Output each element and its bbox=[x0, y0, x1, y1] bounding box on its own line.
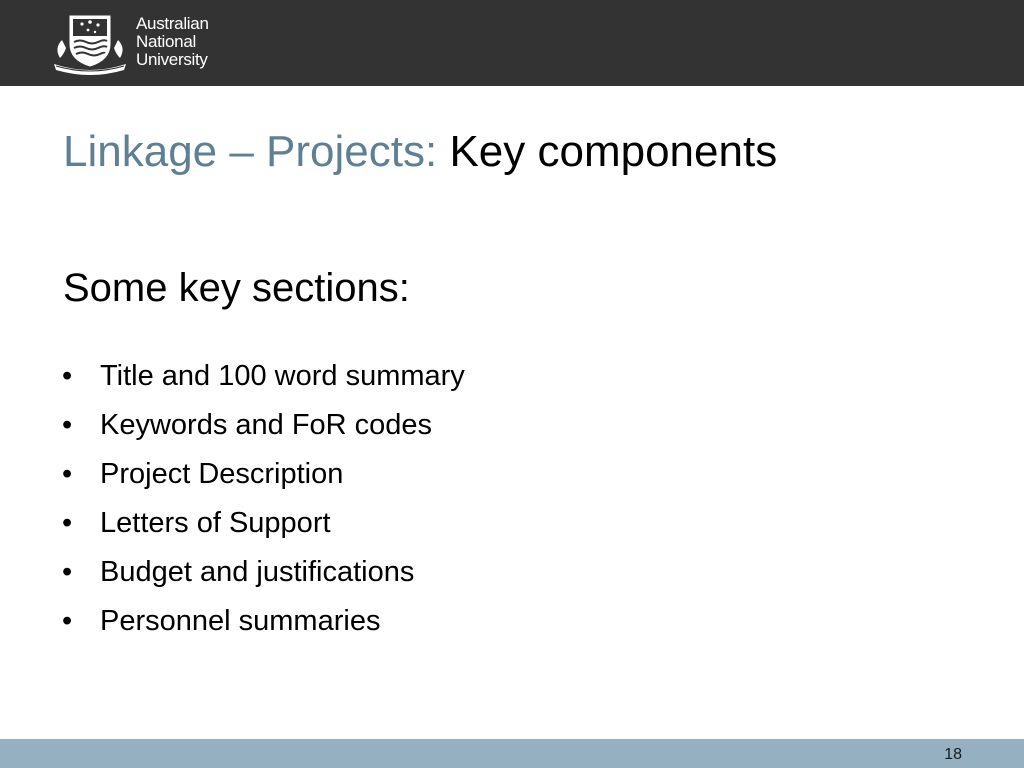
slide-subtitle: Some key sections: bbox=[63, 266, 410, 310]
bullet-dot: • bbox=[62, 409, 73, 441]
header-bar bbox=[0, 0, 1024, 86]
bullet-text: Letters of Support bbox=[100, 507, 331, 539]
page-number: 18 bbox=[944, 746, 962, 763]
footer-bar bbox=[0, 739, 1024, 768]
slide-title-main: Key components bbox=[449, 127, 778, 176]
bullet-item bbox=[62, 405, 465, 454]
bullet-item bbox=[62, 601, 465, 650]
bullet-item bbox=[62, 454, 465, 503]
bullet-text: Project Description bbox=[100, 458, 344, 490]
bullet-list bbox=[62, 356, 465, 650]
university-name-line-3: University bbox=[136, 50, 208, 69]
university-name-line-2: National bbox=[136, 32, 196, 51]
bullet-dot: • bbox=[62, 360, 73, 392]
bullet-text: Title and 100 word summary bbox=[100, 360, 465, 392]
slide-title-prefix: Linkage – Projects: bbox=[63, 127, 438, 176]
bullet-dot: • bbox=[62, 556, 73, 588]
bullet-dot: • bbox=[62, 605, 73, 637]
bullet-text: Budget and justifications bbox=[100, 556, 415, 588]
bullet-text: Keywords and FoR codes bbox=[100, 409, 433, 441]
bullet-item bbox=[62, 356, 465, 405]
bullet-item bbox=[62, 503, 465, 552]
bullet-dot: • bbox=[62, 458, 73, 490]
bullet-text: Personnel summaries bbox=[100, 605, 381, 637]
anu-crest-icon bbox=[52, 10, 128, 76]
bullet-dot: • bbox=[62, 507, 73, 539]
bullet-item bbox=[62, 552, 465, 601]
university-name bbox=[136, 15, 209, 69]
slide-title bbox=[63, 126, 777, 178]
anu-logo bbox=[52, 10, 232, 76]
university-name-line-1: Australian bbox=[136, 14, 209, 33]
